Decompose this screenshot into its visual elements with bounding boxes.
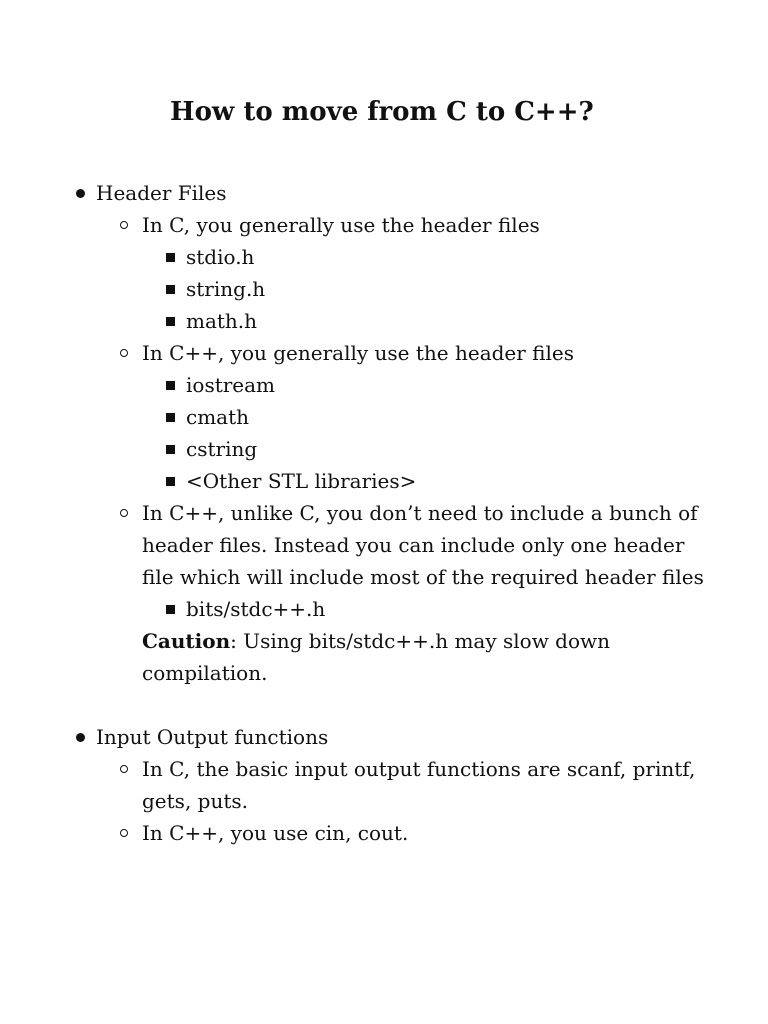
list-item (142, 337, 574, 369)
caution-note-continuation (142, 657, 267, 689)
section-label: Input Output functions (96, 725, 329, 749)
list-item-continuation (142, 561, 704, 593)
list-item-text: gets, puts. (142, 789, 248, 813)
caution-label: Caution (142, 629, 231, 653)
list-item-text: file which will include most of the required header files (142, 565, 704, 589)
page-title: How to move from C to C++? (170, 97, 594, 127)
section-header-files (96, 177, 227, 209)
list-item-text: header files. Instead you can include only one header (142, 533, 685, 557)
bullet-square-icon (166, 445, 175, 454)
list-item-text: cstring (186, 437, 258, 461)
bullet-disc-icon (76, 733, 85, 742)
caution-text: compilation. (142, 661, 268, 685)
list-item-text: In C++, you generally use the header files (142, 341, 575, 365)
list-item-text: string.h (186, 277, 266, 301)
list-item-text: In C, the basic input output functions are scanf, printf, (142, 757, 696, 781)
list-item-text: In C, you generally use the header files (142, 213, 540, 237)
caution-note (142, 625, 610, 657)
list-item (186, 593, 325, 625)
list-item (186, 465, 416, 497)
list-item (186, 241, 254, 273)
list-item-text: iostream (186, 373, 276, 397)
list-item-text: In C++, unlike C, you don’t need to include a bunch of (142, 501, 698, 525)
section-input-output (96, 721, 328, 753)
bullet-circle-icon (120, 765, 128, 773)
list-item-text: stdio.h (186, 245, 255, 269)
list-item (186, 401, 249, 433)
bullet-square-icon (166, 285, 175, 294)
list-item (142, 817, 408, 849)
list-item (142, 753, 695, 785)
list-item-text: In C++, you use cin, cout. (142, 821, 409, 845)
bullet-circle-icon (120, 509, 128, 517)
bullet-circle-icon (120, 349, 128, 357)
bullet-circle-icon (120, 221, 128, 229)
bullet-square-icon (166, 605, 175, 614)
bullet-square-icon (166, 253, 175, 262)
list-item-text: <Other STL libraries> (186, 469, 417, 493)
list-item (186, 433, 257, 465)
section-label: Header Files (96, 181, 227, 205)
bullet-circle-icon (120, 829, 128, 837)
list-item (142, 209, 540, 241)
list-item (142, 497, 698, 529)
caution-text: : Using bits/stdc++.h may slow down (230, 629, 611, 653)
bullet-square-icon (166, 477, 175, 486)
list-item-continuation (142, 529, 684, 561)
bullet-square-icon (166, 317, 175, 326)
bullet-square-icon (166, 413, 175, 422)
list-item (186, 369, 275, 401)
bullet-square-icon (166, 381, 175, 390)
list-item (186, 305, 257, 337)
list-item (186, 273, 265, 305)
list-item-text: math.h (186, 309, 258, 333)
list-item-text: cmath (186, 405, 250, 429)
list-item-text: bits/stdc++.h (186, 597, 326, 621)
bullet-disc-icon (76, 189, 85, 198)
list-item-continuation (142, 785, 248, 817)
